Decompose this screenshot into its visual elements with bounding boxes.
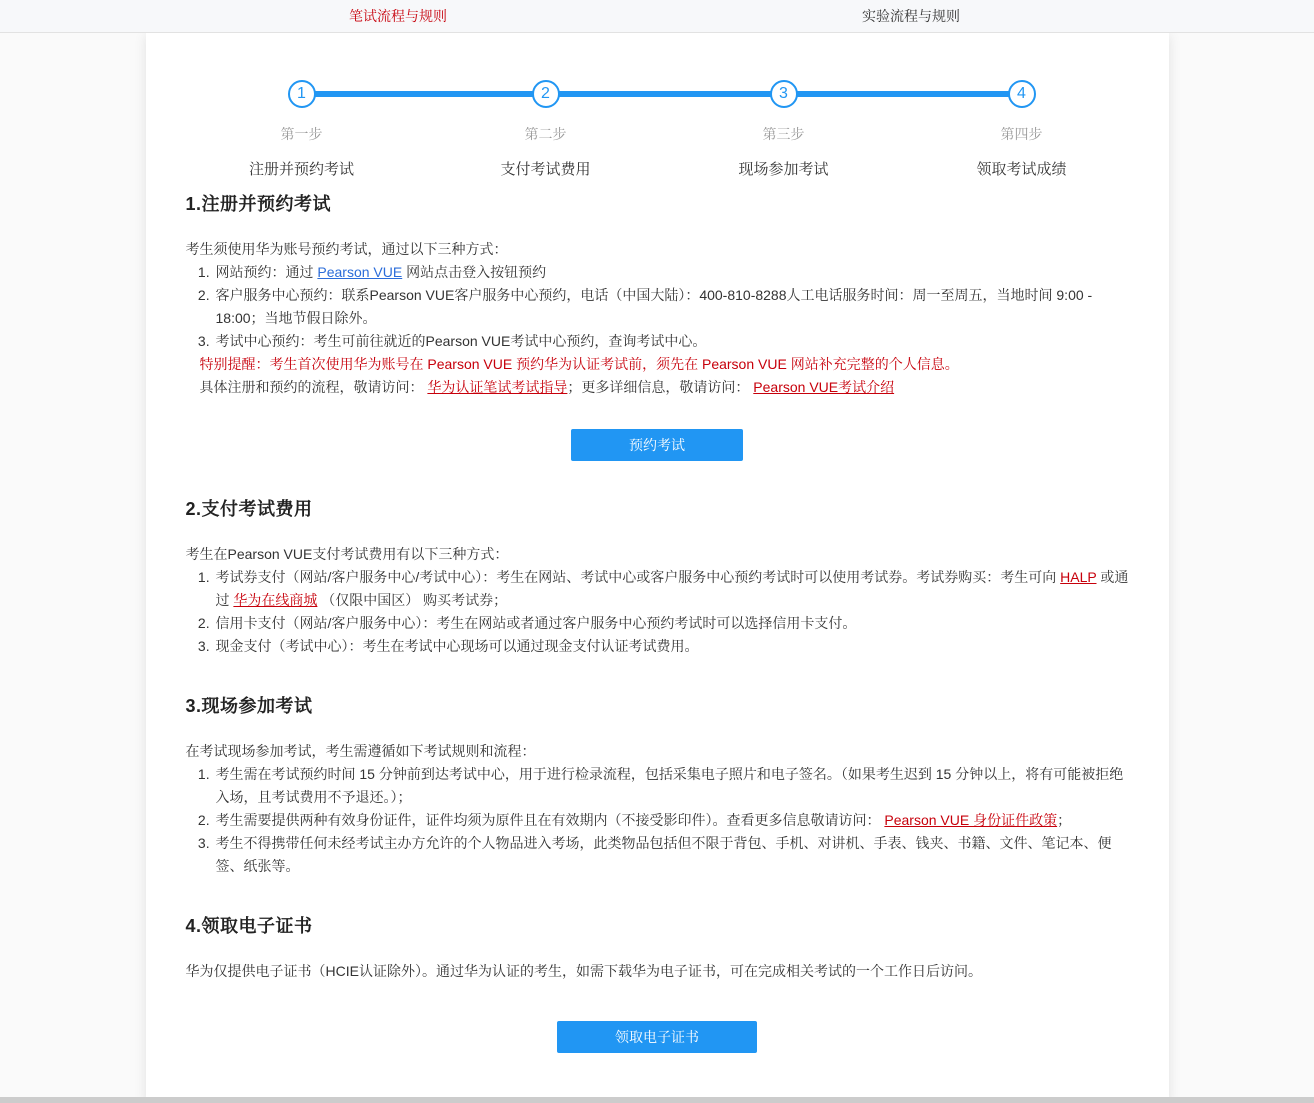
item-text: 考生需要提供两种有效身份证件，证件均须为原件且在有效期内（不接受影印件）。查看更多信息敬请访问： (215, 812, 885, 828)
content-card (146, 33, 1169, 1103)
id-policy-link[interactable]: Pearson VUE 身份证件政策 (884, 812, 1058, 828)
step-3 (684, 80, 884, 179)
list-item: 3. 考试中心预约：考生可前往就近的Pearson VUE考试中心预约，查询考试中心。 (214, 330, 1129, 353)
step-3-title: 现场参加考试 (738, 161, 829, 178)
list-item (214, 809, 1129, 832)
section-2-intro: 考生在Pearson VUE支付考试费用有以下三种方式： (185, 546, 509, 562)
step-4-title: 领取考试成绩 (976, 161, 1067, 178)
step-2 (446, 80, 646, 179)
tab-bar (0, 0, 1314, 33)
item-text: 考试券支付（网站/客户服务中心/考试中心）：考生在网站、考试中心或客户服务中心预约考试时可以使用考试券。考试券购买：考生可向 (215, 569, 1061, 585)
book-exam-button-row (186, 429, 1129, 461)
step-1 (202, 80, 402, 179)
step-2-circle: 2 (532, 80, 560, 108)
section-4-heading: 4.领取电子证书 (185, 916, 313, 936)
registration-note (186, 376, 1129, 399)
item-text: 网站点击登入按钮预约 (402, 264, 547, 280)
page-bottom-edge (0, 1097, 1314, 1103)
step-4-label: 第四步 (1000, 126, 1043, 142)
list-item: 3. 考生不得携带任何未经考试主办方允许的个人物品进入考场，此类物品包括但不限于背包、手机、对讲机、手表、钱夹、书籍、文件、笔记本、便签、纸张等。 (214, 832, 1129, 878)
item-text: ； (1057, 812, 1072, 828)
section-4-intro: 华为仅提供电子证书（HCIE认证除外）。通过华为认证的考生，如需下载华为电子证书，可在完成相关考试的一个工作日后访问。 (185, 963, 982, 979)
section-2-list (186, 566, 1129, 658)
item-text: （仅限中国区） 购买考试券； (317, 592, 508, 608)
note-text: 具体注册和预约的流程，敬请访问： (199, 379, 428, 395)
tab-written-exam-process[interactable]: 笔试流程与规则 (349, 8, 447, 24)
list-item (214, 261, 1129, 284)
huawei-online-store-link[interactable]: 华为在线商城 (233, 592, 318, 608)
section-attend-exam-onsite (186, 692, 1129, 878)
section-1-list (186, 261, 1129, 353)
list-item: 2. 客户服务中心预约：联系Pearson VUE客户服务中心预约，电话（中国大陆）：400-810-8288人工电话服务时间：周一至周五，当地时间 9:00 - 18:00；当地节假日除外。 (214, 284, 1129, 330)
item-text: 网站预约：通过 (215, 264, 318, 280)
step-1-title: 注册并预约考试 (248, 161, 354, 178)
step-4 (922, 80, 1122, 179)
step-2-title: 支付考试费用 (500, 161, 591, 178)
step-1-circle: 1 (288, 80, 316, 108)
get-certificate-button[interactable]: 领取电子证书 (557, 1021, 757, 1053)
list-item (214, 566, 1129, 612)
step-2-label: 第二步 (524, 126, 567, 142)
section-1-heading: 1.注册并预约考试 (185, 194, 332, 214)
note-text: ；更多详细信息，敬请访问： (567, 379, 754, 395)
special-reminder-text: 特别提醒：考生首次使用华为账号在 Pearson VUE 预约华为认证考试前，须先在 Pearson VUE 网站补充完整的个人信息。 (199, 356, 959, 372)
get-certificate-button-row (186, 1021, 1129, 1053)
item-text: 或通过 (215, 569, 1129, 608)
list-item: 3. 现金支付（考试中心）：考生在考试中心现场可以通过现金支付认证考试费用。 (214, 635, 1129, 658)
section-pay-exam-fee (186, 495, 1129, 658)
list-item: 1. 考生需在考试预约时间 15 分钟前到达考试中心，用于进行检录流程，包括采集电子照片和电子签名。（如果考生迟到 15 分钟以上，将有可能被拒绝入场，且考试费用不予退还。）； (214, 763, 1129, 809)
stepper-connector-line (302, 91, 1022, 97)
step-3-circle: 3 (770, 80, 798, 108)
written-exam-guide-link[interactable]: 华为认证笔试考试指导 (427, 379, 568, 395)
list-item: 2. 信用卡支付（网站/客户服务中心）：考生在网站或者通过客户服务中心预约考试时可以选择信用卡支付。 (214, 612, 1129, 635)
section-1-intro: 考生须使用华为账号预约考试，通过以下三种方式： (185, 241, 508, 257)
step-4-circle: 4 (1008, 80, 1036, 108)
tab-lab-exam-process[interactable]: 实验流程与规则 (862, 8, 960, 24)
book-exam-button[interactable]: 预约考试 (571, 429, 743, 461)
pearson-vue-link[interactable]: Pearson VUE (317, 264, 403, 280)
step-1-label: 第一步 (280, 126, 323, 142)
section-3-heading: 3.现场参加考试 (185, 696, 313, 716)
section-3-intro: 在考试现场参加考试，考生需遵循如下考试规则和流程： (185, 743, 536, 759)
section-3-list (186, 763, 1129, 878)
section-get-e-certificate (186, 912, 1129, 1053)
step-3-label: 第三步 (762, 126, 805, 142)
exam-stepper (146, 80, 1169, 190)
section-2-heading: 2.支付考试费用 (185, 499, 313, 519)
section-register-and-book (186, 190, 1129, 461)
halp-link[interactable]: HALP (1060, 569, 1097, 585)
pearson-vue-exam-intro-link[interactable]: Pearson VUE考试介绍 (753, 379, 895, 395)
